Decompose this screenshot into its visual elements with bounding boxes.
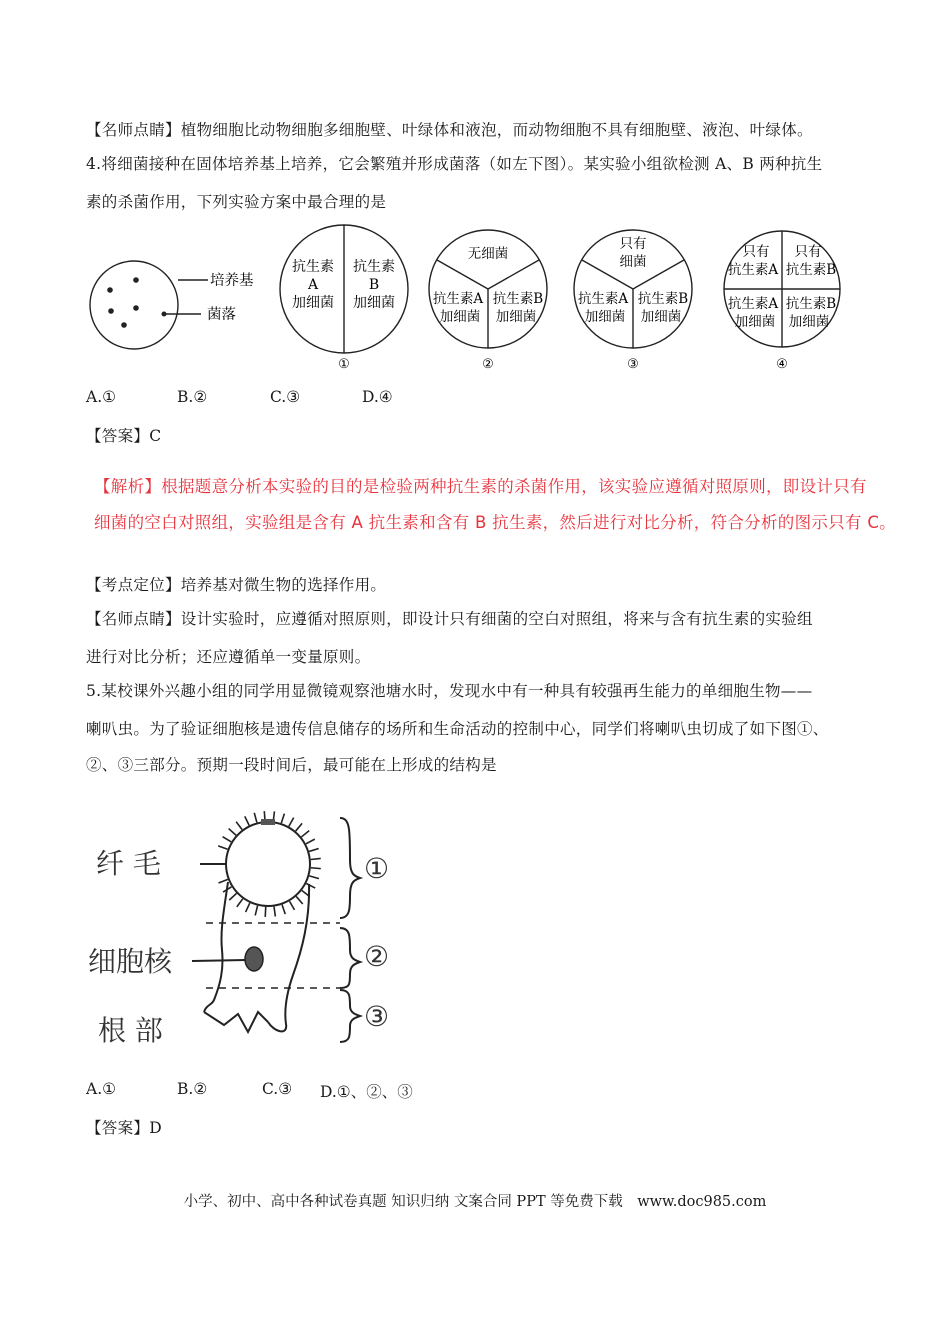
cilium [296, 823, 302, 831]
plate-3-top-2: 细菌 [619, 254, 647, 270]
colony [133, 277, 139, 283]
cilium [265, 907, 266, 917]
cilium [218, 846, 227, 849]
colony [108, 308, 114, 314]
cilium [255, 906, 257, 916]
plate-1-left-2: A [307, 277, 319, 293]
cilium [245, 816, 249, 825]
part-2: ② [364, 940, 390, 973]
label-medium: 培养基 [210, 273, 254, 289]
footer: 小学、初中、高中各种试卷真题 知识归纳 文案合同 PPT 等免费下载 www.doc985.com [183, 1194, 767, 1210]
cilium [223, 837, 232, 842]
plate-2-left-1: 抗生素A [432, 291, 484, 307]
teacher-note-1: 【名师点睛】植物细胞比动物细胞多细胞壁、叶绿体和液泡，而动物细胞不具有细胞壁、液泡、叶绿体。 [86, 121, 813, 139]
plate-1-number: ① [338, 357, 350, 372]
teacher-note-2-line-1: 【名师点睛】设计实验时，应遵循对照原则，即设计只有细菌的空白对照组，将来与含有抗生素的实验组 [86, 610, 813, 628]
cilium [296, 896, 303, 904]
cilium [246, 903, 250, 912]
q4-option-c: C.③ [270, 388, 301, 406]
plate-4-bl-2: 加细菌 [734, 314, 776, 330]
plate-4-br-1: 抗生素B [785, 296, 837, 312]
q4-option-b: B.② [177, 388, 208, 406]
answer-4: 【答案】C [86, 427, 162, 445]
cilium [309, 849, 319, 852]
cilium [311, 868, 321, 869]
plate-3-top-1: 只有 [619, 236, 647, 252]
cilium [254, 813, 257, 823]
plate-2-left-2: 加细菌 [439, 309, 481, 325]
cilium [309, 876, 319, 879]
label-cilia: 纤 毛 [96, 847, 161, 880]
cilium [219, 879, 228, 883]
q5-option-c: C.③ [262, 1080, 293, 1098]
plate-4-tl-1: 只有 [742, 244, 770, 260]
plate-4-number: ④ [776, 357, 788, 372]
exam-point: 【考点定位】培养基对微生物的选择作用。 [86, 576, 387, 594]
question-4-line-2: 素的杀菌作用，下列实验方案中最合理的是 [86, 193, 387, 211]
question-5-line-1: 5.某校课外兴趣小组的同学用显微镜观察池塘水时，发现水中有一种具有较强再生能力的单细胞生物—— [86, 682, 813, 700]
label-colony: 菌落 [207, 307, 236, 323]
body-outline-left [204, 882, 228, 1012]
plate-2-top: 无细菌 [467, 246, 509, 262]
plate-3-right-2: 加细菌 [640, 309, 682, 325]
label-nucleus: 细胞核 [88, 945, 173, 978]
question-5-line-2: 喇叭虫。为了验证细胞核是遗传信息储存的场所和生命活动的控制中心，同学们将喇叭虫切成了如下图①、 [86, 720, 829, 738]
nucleus [245, 947, 263, 971]
plate-3-number: ③ [627, 357, 639, 372]
q4-option-a: A.① [86, 388, 117, 406]
question-5-line-3: ②、③三部分。预期一段时间后，最可能在上形成的结构是 [86, 756, 497, 774]
q4-option-d: D.④ [362, 388, 393, 406]
cilium [311, 858, 321, 859]
cilium [290, 901, 295, 910]
label-root: 根 部 [98, 1014, 163, 1047]
question-4-line-1: 4.将细菌接种在固体培养基上培养，它会繁殖并形成菌落（如左下图）。某实验小组欲检测 A、B 两种抗生 [86, 155, 823, 173]
cilium [282, 905, 285, 914]
plate-4-tr-1: 只有 [794, 244, 822, 260]
cilium [236, 822, 242, 830]
plate-2-right-1: 抗生素B [492, 291, 544, 307]
colony [107, 287, 113, 293]
plate-1-left-1: 抗生素 [292, 259, 334, 275]
plate-4-tl-2: 抗生素A [727, 262, 779, 278]
part-3: ③ [364, 1000, 390, 1033]
teacher-note-2-line-2: 进行对比分析；还应遵循单一变量原则。 [86, 648, 371, 666]
plate-2-right-2: 加细菌 [495, 309, 537, 325]
question-4-figure [84, 218, 844, 378]
question-5-figure [88, 800, 408, 1055]
petri-dish [90, 261, 178, 349]
cilium [306, 884, 315, 889]
cilium [289, 818, 294, 827]
plate-3-left-2: 加细菌 [584, 309, 626, 325]
plate-1-right-3: 加细菌 [353, 295, 395, 311]
plate-1-left-3: 加细菌 [292, 295, 334, 311]
plate-1-right-2: B [368, 277, 380, 293]
explanation-line-2: 细菌的空白对照组，实验组是含有 A 抗生素和含有 B 抗生素，然后进行对比分析，符合分析的图示只有 C。 [94, 513, 896, 532]
q5-option-d: D.①、②、③ [320, 1083, 413, 1101]
cilium [237, 899, 243, 907]
cilium [229, 893, 236, 900]
explanation-line-1: 【解析】根据题意分析本实验的目的是检验两种抗生素的杀菌作用，该实验应遵循对照原则，即设计只有 [94, 477, 867, 496]
q5-option-a: A.① [86, 1080, 117, 1098]
cilium [306, 839, 315, 844]
plate-4-tr-2: 抗生素B [785, 262, 837, 278]
cilium [229, 829, 236, 836]
cilium [274, 907, 275, 917]
oral-disc [226, 822, 310, 906]
cilium [301, 831, 309, 837]
plate-3-left-1: 抗生素A [577, 291, 629, 307]
part-1: ① [364, 852, 390, 885]
answer-5: 【答案】D [86, 1119, 162, 1137]
root-foot [204, 1012, 268, 1032]
plate-2-number: ② [482, 357, 494, 372]
colony [121, 322, 127, 328]
plate-1-right-1: 抗生素 [353, 259, 395, 275]
plate-4-bl-1: 抗生素A [727, 296, 779, 312]
plate-4-br-2: 加细菌 [788, 314, 830, 330]
cilium [281, 814, 284, 824]
q5-option-b: B.② [177, 1080, 208, 1098]
colony [133, 305, 139, 311]
plate-3-right-1: 抗生素B [637, 291, 689, 307]
